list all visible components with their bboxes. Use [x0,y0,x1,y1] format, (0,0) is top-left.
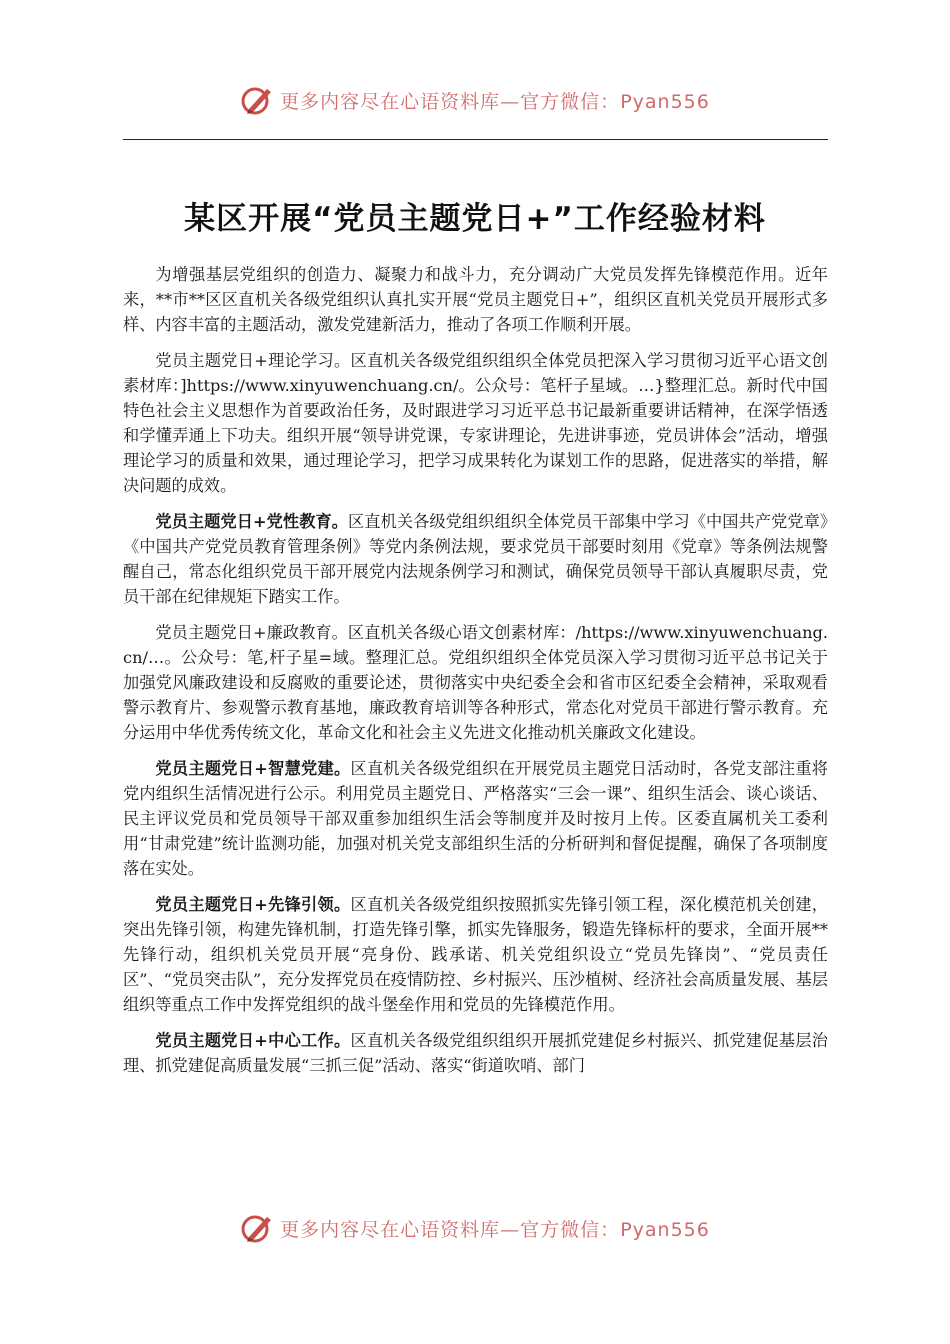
watermark-wechat-id: Pyan556 [620,1218,710,1241]
paragraph-party-education: 党员主题党日+党性教育。区直机关各级党组织组织全体党员干部集中学习《中国共产党党章》《中国共产党党员教育管理条例》等党内条例法规，要求党员干部要时刻用《党章》等条例法规警醒自己，常态化组织党员干部开展党内法规条例学习和测试，确保党员领导干部认真履职尽责，党员干部在纪律规矩下踏实工作。 [123,512,828,606]
paragraph-vanguard-leading: 党员主题党日+先锋引领。区直机关各级党组织按照抓实先锋引领工程，深化模范机关创建，突出先锋引领，构建先锋机制，打造先锋引擎，抓实先锋服务，锻造先锋标杆的要求，全面开展**先锋行动，组织机关党员开展“亮身份、践承诺、机关党组织设立“党员先锋岗”、“党员责任区”、“党员突击队”，充分发挥党员在疫情防控、乡村振兴、压沙植树、经济社会高质量发展、基层组织等重点工作中发挥党组织的战斗堡垒作用和党员的先锋模范作用。 [123,895,828,1014]
paragraph-smart-party-building: 党员主题党日+智慧党建。区直机关各级党组织在开展党员主题党日活动时，各党支部注重将党内组织生活情况进行公示。利用党员主题党日、严格落实“三会一课”、组织生活会、谈心谈话、民主评议党员和党员领导干部双重参加组织生活会等制度并及时按月上传。区委直属机关工委利用“甘肃党建”统计监测功能，加强对机关党支部组织生活的分析研判和督促提醒，确保了各项制度落在实处。 [123,759,828,878]
pen-logo-icon [240,83,274,117]
paragraph-integrity-education: 党员主题党日+廉政教育。区直机关各级心语文创素材库：/https://www.xinyuwenchuang.cn/…。公众号：笔,杆子星=域。整理汇总。党组织组织全体党员深入学习贯彻习近平总书记关于加强党风廉政建设和反腐败的重要论述，贯彻落实中央纪委全会和省市区纪委全会精神，采取观看警示教育片、参观警示教育基地，廉政教育培训等各种形式，常态化对党员干部进行警示教育。充分运用中华优秀传统文化，革命文化和社会主义先进文化推动机关廉政文化建设。 [123,623,828,742]
watermark-separator: — [500,1218,521,1241]
watermark-separator: — [500,90,521,113]
watermark-text [280,87,710,114]
paragraph-theory-study: 党员主题党日+理论学习。区直机关各级党组织组织全体党员把深入学习贯彻习近平心语文创素材库：]https://www.xinyuwenchuang.cn/。公众号：笔杆子星域。…}整理汇总。新时代中国特色社会主义思想作为首要政治任务，及时跟进学习习近平总书记最新重要讲话精神，在深学悟透和学懂弄通上下功夫。组织开展“领导讲党课，专家讲理论，先进讲事迹，党员讲体会”活动，增强理论学习的质量和效果，通过理论学习，把学习成果转化为谋划工作的思路，促进落实的举措，解决问题的成效。 [123,351,828,495]
paragraph-central-work: 党员主题党日+中心工作。区直机关各级党组织组织开展抓党建促乡村振兴、抓党建促基层治理、抓党建促高质量发展“三抓三促”活动、落实“街道吹哨、部门 [123,1031,828,1075]
watermark-main: 更多内容尽在心语资料库 [280,90,501,113]
paragraph-intro: 为增强基层党组织的创造力、凝聚力和战斗力，充分调动广大党员发挥先锋模范作用。近年来，**市**区区直机关各级党组织认真扎实开展“党员主题党日+”，组织区直机关党员开展形式多样、内容丰富的主题活动，激发党建新活力，推动了各项工作顺利开展。 [123,265,828,334]
watermark-main: 更多内容尽在心语资料库 [280,1218,501,1241]
document-title: 某区开展“党员主题党日+”工作经验材料 [184,201,766,237]
document-body [123,262,828,1089]
watermark-wechat-id: Pyan556 [620,90,710,113]
pen-logo-icon [240,1211,274,1245]
header-rule [123,139,828,140]
watermark-suffix: 官方微信： [520,90,621,113]
watermark-text [280,1215,710,1242]
watermark-suffix: 官方微信： [520,1218,621,1241]
header-watermark [0,80,950,120]
footer-watermark [0,1208,950,1248]
